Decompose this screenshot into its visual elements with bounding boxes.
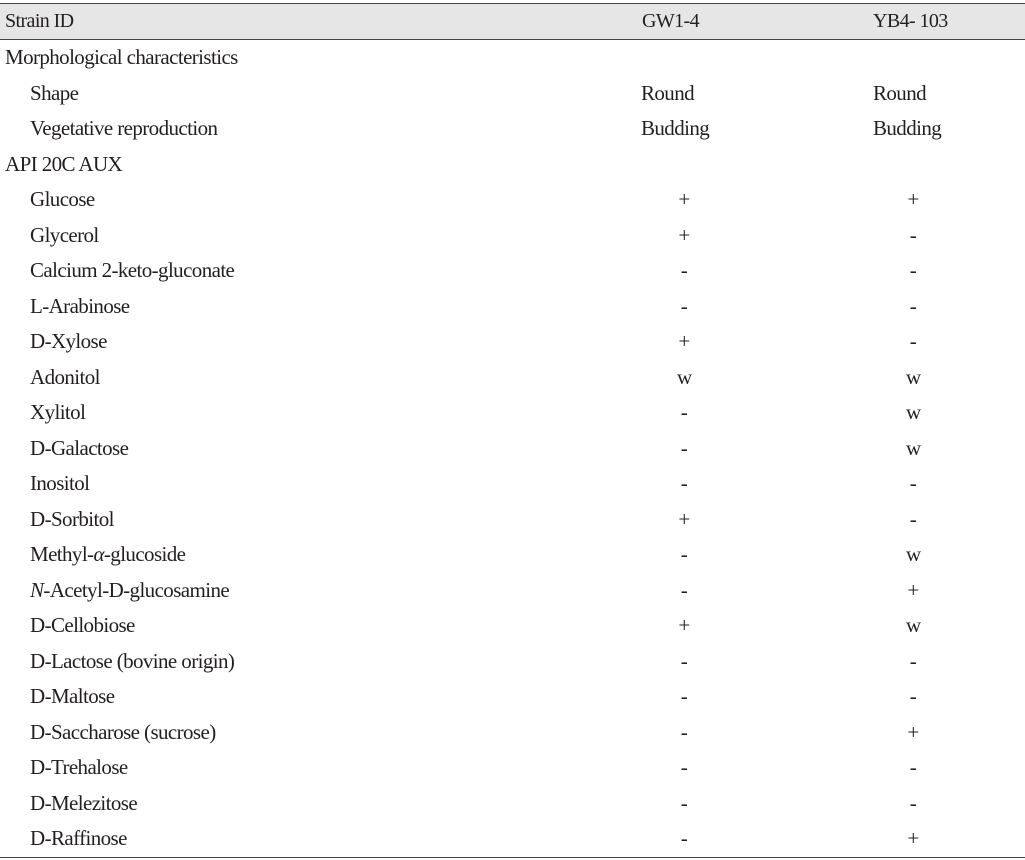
table-row (0, 573, 1025, 609)
row-label: D-Lactose (bovine origin) (30, 648, 235, 673)
gw-result: - (680, 258, 688, 283)
yb-result: w (906, 613, 921, 638)
gw-result: - (680, 790, 688, 815)
gw-result: - (680, 755, 688, 780)
gw-result: - (680, 293, 688, 318)
row-label: D-Cellobiose (30, 613, 135, 638)
row-label: L-Arabinose (30, 293, 130, 318)
gw-result: w (677, 364, 692, 389)
table-row (0, 218, 1025, 254)
gw-result: + (678, 506, 690, 531)
gw-result: - (680, 400, 688, 425)
header-strain-id: Strain ID (5, 10, 74, 32)
table-row (0, 76, 1025, 112)
row-label: D-Sorbitol (30, 506, 114, 531)
gw-result: - (680, 542, 688, 567)
yb-result: - (909, 506, 917, 531)
row-label-suffix: -glucoside (103, 542, 186, 567)
row-label: Shape (30, 80, 79, 105)
table-row (0, 289, 1025, 325)
row-label: D-Saccharose (sucrose) (30, 719, 216, 744)
yb-result: - (909, 258, 917, 283)
gw-value: Budding (641, 116, 710, 141)
gw-result: - (680, 826, 688, 851)
yb-value: Round (873, 80, 927, 105)
section-row-api (0, 147, 1025, 183)
row-label: D-Raffinose (30, 826, 127, 851)
yb-result: + (907, 826, 919, 851)
section-title-morphology: Morphological characteristics (5, 45, 238, 70)
yb-result: - (909, 648, 917, 673)
table-row (0, 750, 1025, 786)
yb-result: - (909, 329, 917, 354)
row-label: Xylitol (30, 400, 86, 425)
row-label (0, 537, 610, 573)
yb-result: - (909, 222, 917, 247)
gw-result: + (678, 329, 690, 354)
row-label: Glucose (30, 187, 95, 212)
table-row (0, 502, 1025, 538)
yb-result: w (906, 435, 921, 460)
gw-value: Round (641, 80, 695, 105)
yb-result: + (907, 719, 919, 744)
gw-result: - (680, 577, 688, 602)
row-label-suffix: -Acetyl-D-glucosamine (43, 577, 230, 602)
table-row (0, 360, 1025, 396)
yb-result: - (909, 790, 917, 815)
table-row (0, 253, 1025, 289)
table-header-row (0, 4, 1025, 40)
table-row (0, 431, 1025, 467)
yb-result: - (909, 471, 917, 496)
row-label-prefix: Methyl- (30, 542, 94, 567)
row-label: Calcium 2-keto-gluconate (30, 258, 235, 283)
row-label-italic: N (30, 577, 44, 602)
gw-result: + (678, 613, 690, 638)
section-row-morphology (0, 40, 1025, 76)
row-label: D-Maltose (30, 684, 115, 709)
table-row (0, 182, 1025, 218)
yb-result: w (906, 542, 921, 567)
table-row (0, 608, 1025, 644)
table-row (0, 395, 1025, 431)
table-row (0, 111, 1025, 147)
table-row (0, 821, 1025, 857)
table-row (0, 644, 1025, 680)
row-label: Adonitol (30, 364, 100, 389)
row-label: D-Trehalose (30, 755, 128, 780)
yb-result: - (909, 293, 917, 318)
table-row (0, 324, 1025, 360)
row-label: Inositol (30, 471, 90, 496)
gw-result: + (678, 187, 690, 212)
row-label: Vegetative reproduction (30, 116, 218, 141)
header-yb4-103: YB4- 103 (873, 10, 948, 32)
strain-characteristics-table (0, 3, 1025, 858)
gw-result: - (680, 471, 688, 496)
gw-result: - (680, 648, 688, 673)
row-label: Glycerol (30, 222, 99, 247)
yb-value: Budding (873, 116, 942, 141)
row-label-italic: α (93, 542, 104, 567)
yb-result: + (907, 577, 919, 602)
table-row (0, 679, 1025, 715)
gw-result: + (678, 222, 690, 247)
gw-result: - (680, 719, 688, 744)
row-label: D-Xylose (30, 329, 107, 354)
yb-result: - (909, 755, 917, 780)
gw-result: - (680, 435, 688, 460)
section-title-api: API 20C AUX (5, 151, 123, 176)
yb-result: w (906, 364, 921, 389)
yb-result: w (906, 400, 921, 425)
gw-result: - (680, 684, 688, 709)
table-row (0, 466, 1025, 502)
row-label: D-Melezitose (30, 790, 138, 815)
table-row (0, 537, 1025, 573)
table-row (0, 715, 1025, 751)
row-label: D-Galactose (30, 435, 129, 460)
table-row (0, 786, 1025, 822)
yb-result: - (909, 684, 917, 709)
header-gw1-4: GW1-4 (642, 10, 699, 32)
row-label (0, 573, 610, 609)
yb-result: + (907, 187, 919, 212)
